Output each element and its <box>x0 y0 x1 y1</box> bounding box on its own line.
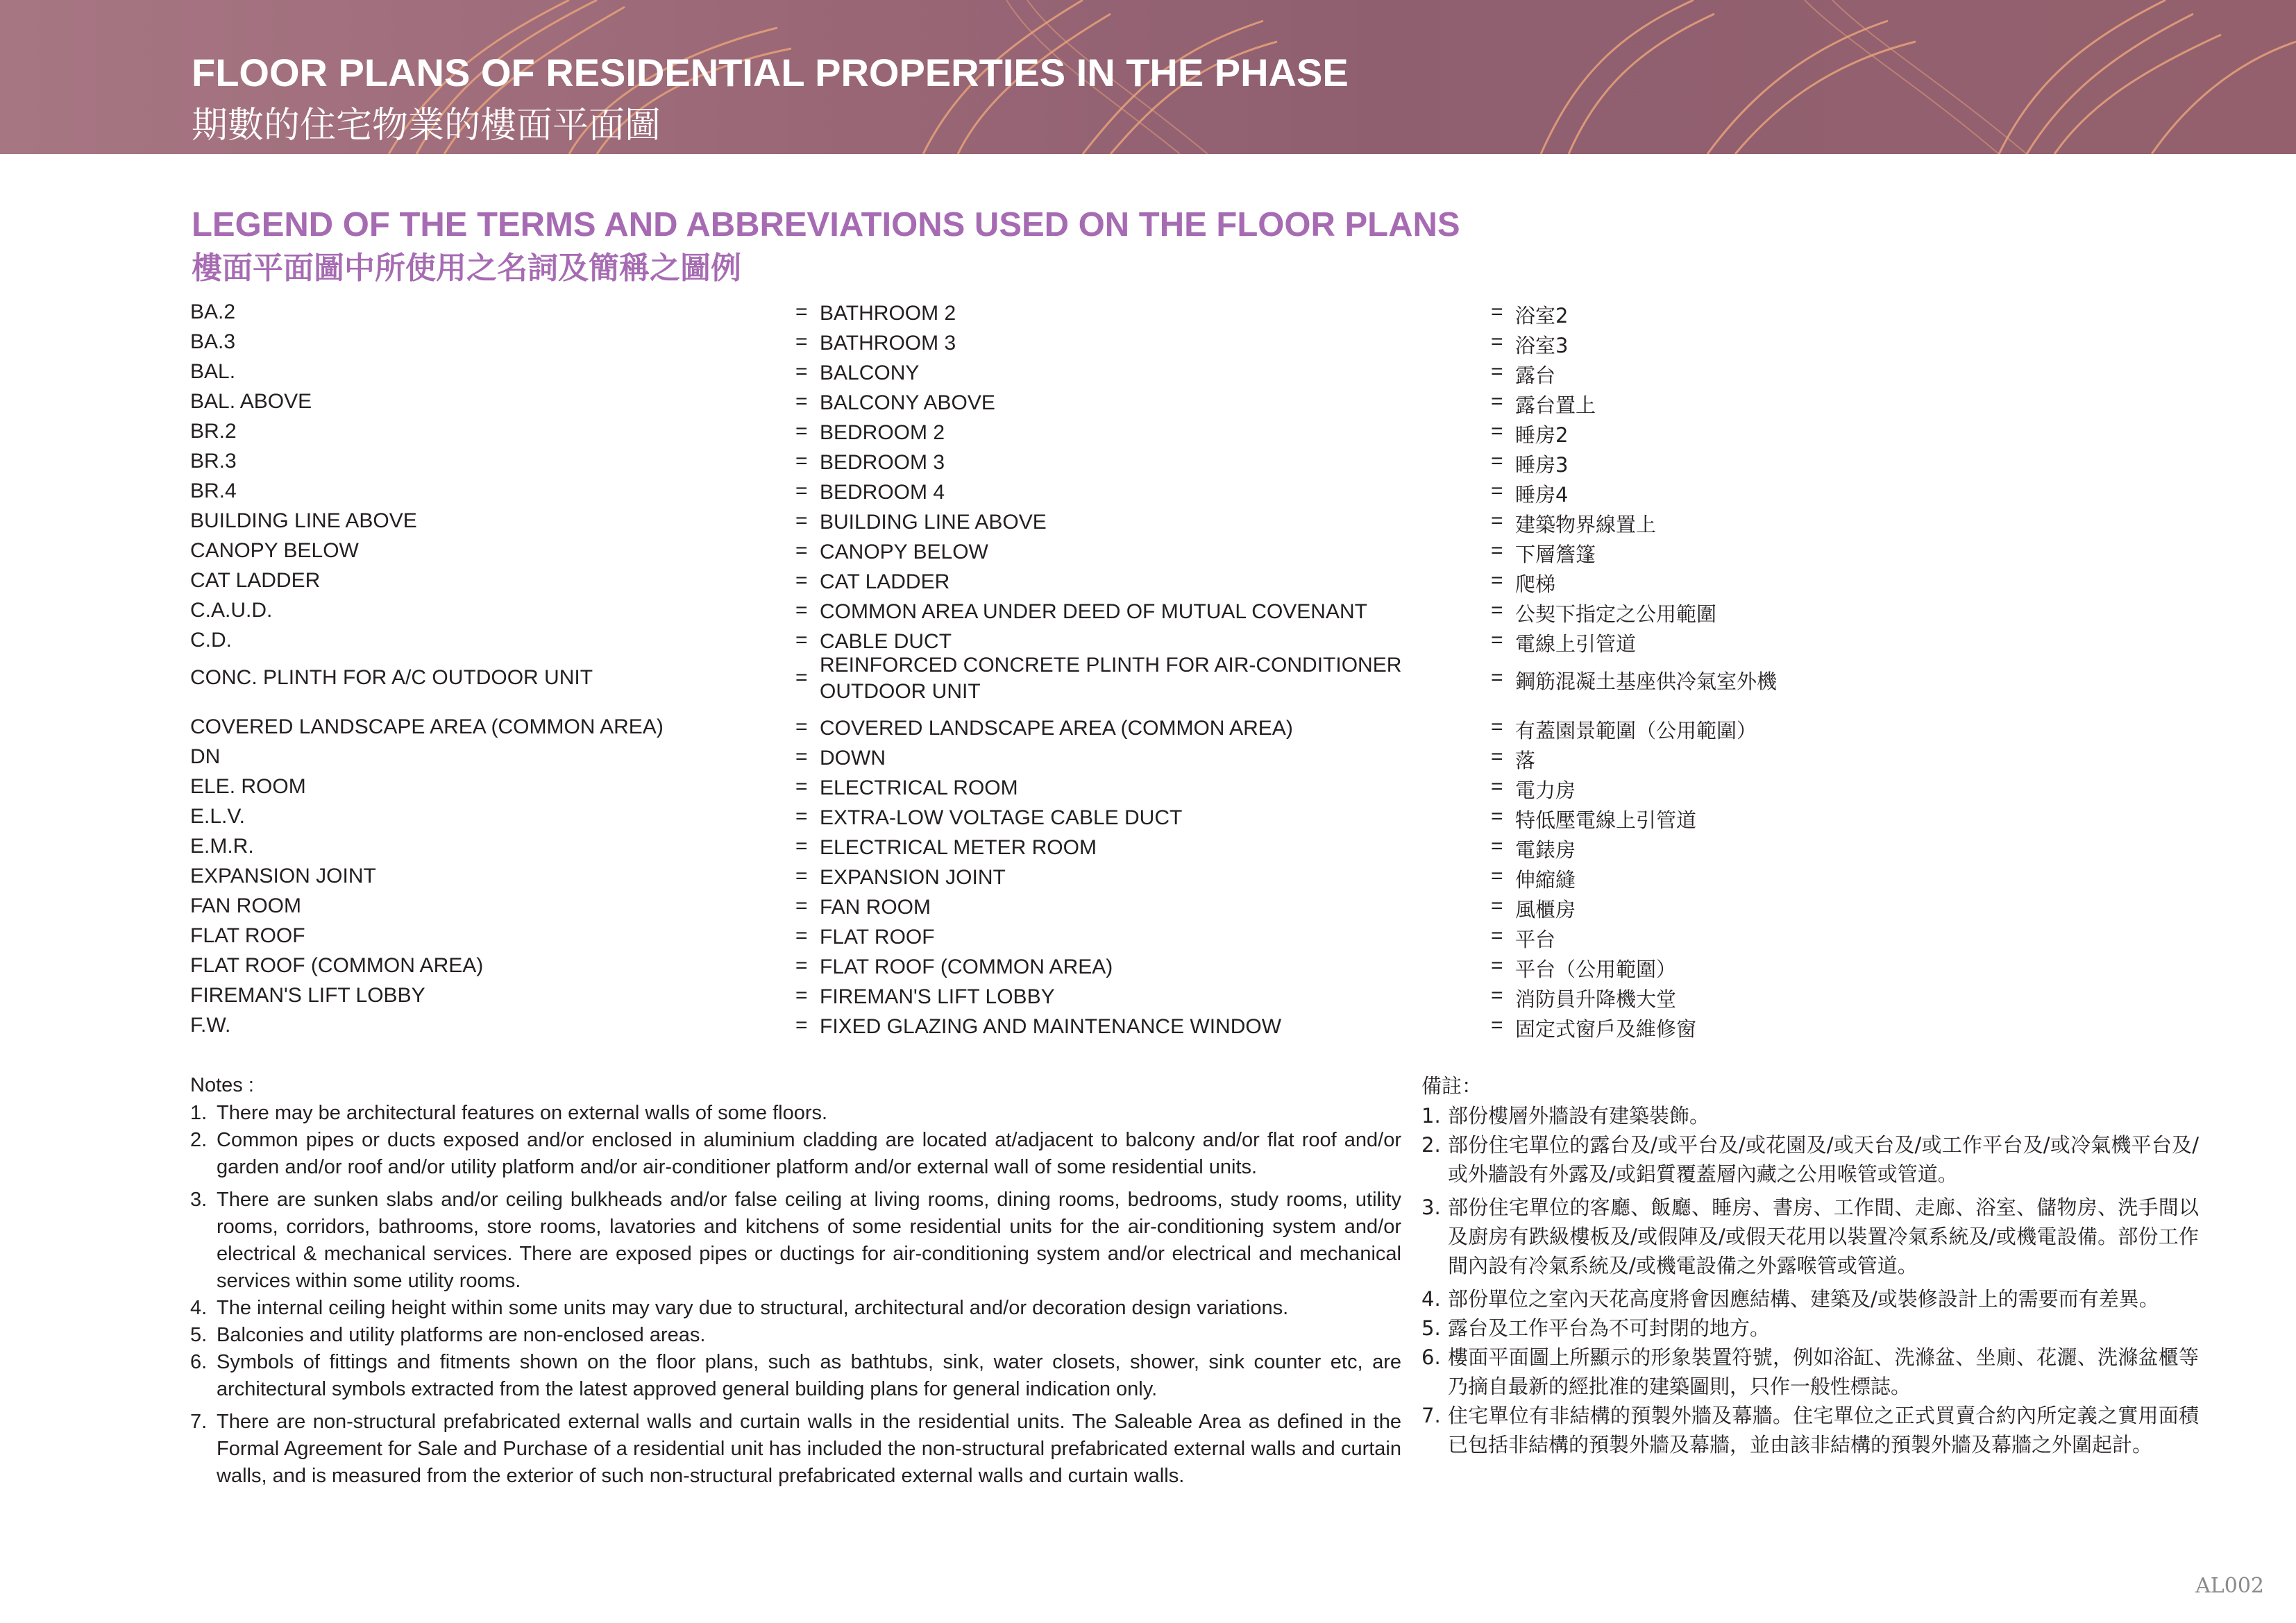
legend-equals-sign: = <box>1491 984 1503 1007</box>
legend-chinese-term: 電錶房 <box>1515 838 1576 862</box>
legend-equals-sign: = <box>795 666 808 689</box>
legend-chinese-term: 平台 <box>1515 928 1556 951</box>
header-banner <box>0 0 2296 154</box>
legend-equals-sign: = <box>795 300 808 323</box>
legend-title-en: LEGEND OF THE TERMS AND ABBREVIATIONS USED ON THE FLOOR PLANS <box>192 206 1460 244</box>
legend-english-term <box>820 775 1018 801</box>
note-item <box>190 1349 1401 1403</box>
notes-zh-heading: 備註： <box>1421 1074 1483 1098</box>
legend-chinese-term: 公契下指定之公用範圍 <box>1515 602 1717 626</box>
note-text: 住宅單位有非結構的預製外牆及幕牆。住宅單位之正式買賣合約內所定義之實用面積已包括非結構的預製外牆及幕牆，並由該非結構的預製外牆及幕牆之外圍起計。 <box>1448 1404 2199 1456</box>
note-item <box>1421 1193 2199 1280</box>
legend-chinese-term: 睡房2 <box>1515 423 1569 447</box>
legend-equals-sign: = <box>1491 835 1503 858</box>
note-number: 1. <box>190 1102 208 1124</box>
note-item <box>190 1409 1401 1490</box>
legend-english-term-line: EXTRA-LOW VOLTAGE CABLE DUCT <box>820 806 1183 829</box>
legend-abbreviation: BA.3 <box>190 330 236 353</box>
legend-equals-sign: = <box>1491 715 1503 738</box>
legend-english-term <box>820 835 1097 861</box>
legend-english-term <box>820 509 1047 536</box>
legend-english-term-line: FLAT ROOF (COMMON AREA) <box>820 955 1113 978</box>
note-item <box>1421 1314 2199 1343</box>
note-text: 部份住宅單位的露台及/或平台及/或花園及/或天台及/或工作平台及/或冷氣機平台及/或外牆設有外露及/或鋁質覆蓋層內藏之公用喉管或管道。 <box>1448 1133 2199 1186</box>
notes-zh-list <box>1421 1101 2199 1459</box>
page-number: AL002 <box>2195 1574 2264 1598</box>
legend-abbreviation: FLAT ROOF (COMMON AREA) <box>190 954 484 977</box>
legend-equals-sign: = <box>795 629 808 652</box>
legend-chinese-term: 露台置上 <box>1515 393 1596 417</box>
legend-chinese-term: 特低壓電線上引管道 <box>1515 808 1697 832</box>
legend-chinese-term: 鋼筋混凝土基座供冷氣室外機 <box>1515 670 1778 693</box>
legend-chinese-term: 睡房3 <box>1515 453 1569 477</box>
legend-english-term <box>820 984 1055 1010</box>
legend-equals-sign: = <box>795 450 808 473</box>
legend-abbreviation: F.W. <box>190 1014 231 1037</box>
note-text: 部份單位之室內天花高度將會因應結構、建築及/或裝修設計上的需要而有差異。 <box>1448 1287 2159 1311</box>
legend-english-term-line: REINFORCED CONCRETE PLINTH FOR AIR-CONDITIONER <box>820 654 1402 677</box>
legend-english-term-line: BATHROOM 3 <box>820 332 956 355</box>
legend-abbreviation: E.M.R. <box>190 835 254 858</box>
legend-english-term-line: FLAT ROOF <box>820 926 935 949</box>
legend-equals-sign: = <box>795 894 808 917</box>
note-item <box>190 1100 1401 1127</box>
legend-abbreviation: C.D. <box>190 629 232 652</box>
note-text: 露台及工作平台為不可封閉的地方。 <box>1448 1316 1771 1340</box>
legend-english-term <box>820 954 1113 980</box>
note-item <box>1421 1130 2199 1189</box>
legend-equals-sign: = <box>795 330 808 353</box>
legend-equals-sign: = <box>1491 954 1503 977</box>
legend-abbreviation: COVERED LANDSCAPE AREA (COMMON AREA) <box>190 715 664 738</box>
legend-chinese-term: 下層簷篷 <box>1515 543 1596 566</box>
legend-title-zh: 樓面平面圖中所使用之名詞及簡稱之圖例 <box>192 250 741 286</box>
legend-english-term <box>820 420 945 446</box>
legend-equals-sign: = <box>1491 865 1503 887</box>
legend-english-term-line: BEDROOM 2 <box>820 421 945 444</box>
legend-english-term <box>820 865 1006 891</box>
legend-english-term <box>820 715 1293 742</box>
page-title-zh: 期數的住宅物業的樓面平面圖 <box>192 105 661 146</box>
legend-equals-sign: = <box>1491 330 1503 353</box>
legend-equals-sign: = <box>795 954 808 977</box>
legend-chinese-term: 固定式窗戶及維修窗 <box>1515 1017 1697 1041</box>
legend-english-term <box>820 330 956 357</box>
notes-zh <box>1421 1071 2199 1459</box>
legend-english-term-line: FAN ROOM <box>820 896 931 919</box>
legend-equals-sign: = <box>795 509 808 532</box>
legend-equals-sign: = <box>795 805 808 828</box>
note-text: 部份樓層外牆設有建築裝飾。 <box>1448 1104 1710 1128</box>
note-text: The internal ceiling height within some units may vary due to structural, architectural and/or decoration design variations. <box>217 1297 1289 1319</box>
legend-chinese-term: 電力房 <box>1515 779 1576 802</box>
note-item <box>1421 1101 2199 1130</box>
legend-equals-sign: = <box>795 924 808 947</box>
legend-equals-sign: = <box>1491 569 1503 592</box>
note-number: 7. <box>1421 1404 1441 1427</box>
legend-english-term <box>820 745 886 772</box>
legend-chinese-term: 爬梯 <box>1515 572 1556 596</box>
legend-english-term-line: CABLE DUCT <box>820 630 952 653</box>
notes-en <box>190 1072 1401 1490</box>
note-number: 6. <box>1421 1345 1441 1369</box>
legend-abbreviation: BAL. ABOVE <box>190 390 312 413</box>
legend-equals-sign: = <box>795 479 808 502</box>
legend-english-term-line: BALCONY ABOVE <box>820 391 995 414</box>
legend-english-term <box>820 539 988 566</box>
notes-en-list <box>190 1100 1401 1490</box>
note-text: Common pipes or ducts exposed and/or enclosed in aluminium cladding are located at/adjacent to balcony and/or flat roof and/or garden and/or roof and/or utility platform and/or air-conditioner platform and/or external wall of some residential units. <box>217 1129 1401 1178</box>
legend-chinese-term: 露台 <box>1515 364 1556 387</box>
legend-english-term <box>820 599 1367 625</box>
legend-equals-sign: = <box>1491 509 1503 532</box>
legend-equals-sign: = <box>1491 894 1503 917</box>
legend-equals-sign: = <box>795 599 808 622</box>
legend-english-term-line: OUTDOOR UNIT <box>820 680 981 703</box>
note-item <box>1421 1284 2199 1314</box>
legend-equals-sign: = <box>795 360 808 383</box>
legend-equals-sign: = <box>1491 666 1503 689</box>
legend-english-term-line: BEDROOM 3 <box>820 451 945 474</box>
legend-english-term-line: CANOPY BELOW <box>820 541 988 563</box>
note-text: Balconies and utility platforms are non-enclosed areas. <box>217 1324 706 1346</box>
legend-chinese-term: 平台（公用範圍） <box>1515 958 1677 981</box>
legend-english-term <box>820 805 1182 831</box>
legend-abbreviation: CAT LADDER <box>190 569 321 592</box>
legend-equals-sign: = <box>1491 539 1503 562</box>
legend-chinese-term: 有蓋園景範圍（公用範圍） <box>1515 719 1757 742</box>
legend-equals-sign: = <box>795 984 808 1007</box>
note-item <box>190 1127 1401 1181</box>
legend-equals-sign: = <box>1491 924 1503 947</box>
note-text: There are non-structural prefabricated external walls and curtain walls in the residential units. The Saleable Area as defined in the Formal Agreement for Sale and Purchase of a residential unit has included the non-structural prefabricated external walls and curtain walls, and is measured from the exterior of such non-structural prefabricated external walls and curtain walls. <box>217 1411 1401 1487</box>
legend-chinese-term: 浴室3 <box>1515 334 1569 357</box>
legend-equals-sign: = <box>795 745 808 768</box>
legend-english-term-line: ELECTRICAL METER ROOM <box>820 836 1097 859</box>
legend-chinese-term: 睡房4 <box>1515 483 1569 507</box>
legend-chinese-term: 電線上引管道 <box>1515 632 1637 656</box>
legend-english-term <box>820 894 931 921</box>
legend-english-term <box>820 569 949 595</box>
note-text: 樓面平面圖上所顯示的形象裝置符號，例如浴缸、洗滌盆、坐廁、花灑、洗滌盆櫃等乃摘自最新的經批准的建築圖則，只作一般性標誌。 <box>1448 1345 2199 1398</box>
page-title-en: FLOOR PLANS OF RESIDENTIAL PROPERTIES IN THE PHASE <box>192 51 1349 94</box>
note-item <box>1421 1343 2199 1401</box>
note-item <box>190 1322 1401 1349</box>
note-number: 6. <box>190 1351 208 1373</box>
legend-english-term-line: ELECTRICAL ROOM <box>820 776 1018 799</box>
legend-abbreviation: BUILDING LINE ABOVE <box>190 509 417 532</box>
legend-abbreviation: FAN ROOM <box>190 894 302 917</box>
legend-equals-sign: = <box>795 835 808 858</box>
legend-english-term-line: BUILDING LINE ABOVE <box>820 511 1047 534</box>
legend-abbreviation: BA.2 <box>190 300 236 323</box>
note-number: 5. <box>190 1324 208 1346</box>
legend-english-term <box>820 300 956 327</box>
legend-english-term-line: DOWN <box>820 747 886 770</box>
legend-chinese-term: 風櫃房 <box>1515 898 1576 921</box>
legend-abbreviation: BAL. <box>190 360 236 383</box>
legend-english-term-line: BATHROOM 2 <box>820 302 956 325</box>
note-text: 部份住宅單位的客廳、飯廳、睡房、書房、工作間、走廊、浴室、儲物房、洗手間以及廚房有跌級樓板及/或假陣及/或假天花用以裝置冷氣系統及/或機電設備。部份工作間內設有冷氣系統及/或機電設備之外露喉管或管道。 <box>1448 1196 2199 1277</box>
legend-equals-sign: = <box>1491 390 1503 413</box>
legend-abbreviation: CANOPY BELOW <box>190 539 359 562</box>
legend-english-term <box>820 1014 1281 1040</box>
legend-equals-sign: = <box>795 775 808 798</box>
note-item <box>190 1187 1401 1295</box>
legend-abbreviation: BR.2 <box>190 420 237 443</box>
legend-chinese-term: 伸縮縫 <box>1515 868 1576 892</box>
legend-english-term <box>820 450 945 476</box>
legend-equals-sign: = <box>1491 629 1503 652</box>
legend-equals-sign: = <box>1491 479 1503 502</box>
legend-english-term-line: CAT LADDER <box>820 570 950 593</box>
legend-abbreviation: BR.4 <box>190 479 237 502</box>
notes-en-heading: Notes : <box>190 1074 254 1096</box>
legend-chinese-term: 落 <box>1515 749 1536 772</box>
legend-equals-sign: = <box>795 569 808 592</box>
legend-english-term <box>820 652 1401 705</box>
legend-abbreviation: ELE. ROOM <box>190 775 306 798</box>
legend-english-term-line: BALCONY <box>820 362 920 384</box>
legend-english-term-line: BEDROOM 4 <box>820 481 945 504</box>
legend-equals-sign: = <box>795 390 808 413</box>
legend-equals-sign: = <box>795 715 808 738</box>
note-number: 4. <box>190 1297 208 1319</box>
legend-equals-sign: = <box>1491 300 1503 323</box>
legend-equals-sign: = <box>1491 599 1503 622</box>
legend-equals-sign: = <box>1491 1014 1503 1037</box>
legend-abbreviation: FIREMAN'S LIFT LOBBY <box>190 984 425 1007</box>
note-number: 2. <box>1421 1133 1441 1157</box>
legend-english-term <box>820 390 995 416</box>
legend-abbreviation: DN <box>190 745 221 768</box>
legend-equals-sign: = <box>1491 360 1503 383</box>
legend-abbreviation: FLAT ROOF <box>190 924 305 947</box>
note-number: 7. <box>190 1411 208 1433</box>
note-number: 1. <box>1421 1104 1441 1128</box>
legend-english-term <box>820 360 919 386</box>
note-text: There may be architectural features on external walls of some floors. <box>217 1102 828 1124</box>
legend-equals-sign: = <box>795 865 808 887</box>
legend-abbreviation: EXPANSION JOINT <box>190 865 376 887</box>
legend-equals-sign: = <box>795 420 808 443</box>
legend-english-term-line: COVERED LANDSCAPE AREA (COMMON AREA) <box>820 717 1293 740</box>
legend-chinese-term: 建築物界線置上 <box>1515 513 1657 536</box>
legend-english-term-line: FIREMAN'S LIFT LOBBY <box>820 985 1055 1008</box>
note-text: Symbols of fittings and fitments shown on the floor plans, such as bathtubs, sink, water closets, shower, sink counter etc, are architectural symbols extracted from the latest approved general building plans for general indication only. <box>217 1351 1401 1400</box>
note-number: 5. <box>1421 1316 1441 1340</box>
legend-equals-sign: = <box>1491 420 1503 443</box>
note-text: There are sunken slabs and/or ceiling bulkheads and/or false ceiling at living rooms, dining rooms, bedrooms, study rooms, utility rooms, corridors, bathrooms, store rooms, lavatories and kitchens of some residential units for the air-conditioning system and/or electrical & mechanical services. There are exposed pipes or ductings for air-conditioning system and/or electrical and mechanical services within some utility rooms. <box>217 1189 1401 1292</box>
legend-english-term-line: EXPANSION JOINT <box>820 866 1006 889</box>
legend-equals-sign: = <box>1491 805 1503 828</box>
legend-equals-sign: = <box>1491 450 1503 473</box>
legend-chinese-term: 消防員升降機大堂 <box>1515 987 1677 1011</box>
legend-chinese-term: 浴室2 <box>1515 304 1569 328</box>
note-item <box>1421 1401 2199 1459</box>
legend-abbreviation: CONC. PLINTH FOR A/C OUTDOOR UNIT <box>190 666 593 689</box>
note-number: 2. <box>190 1129 208 1151</box>
legend-english-term-line: FIXED GLAZING AND MAINTENANCE WINDOW <box>820 1015 1282 1038</box>
legend-equals-sign: = <box>795 1014 808 1037</box>
legend-abbreviation: C.A.U.D. <box>190 599 273 622</box>
note-item <box>190 1295 1401 1322</box>
legend-equals-sign: = <box>795 539 808 562</box>
note-number: 4. <box>1421 1287 1441 1311</box>
legend-equals-sign: = <box>1491 745 1503 768</box>
note-number: 3. <box>190 1189 208 1211</box>
legend-abbreviation: BR.3 <box>190 450 237 473</box>
note-number: 3. <box>1421 1196 1441 1219</box>
legend-english-term <box>820 629 952 655</box>
legend-abbreviation: E.L.V. <box>190 805 245 828</box>
legend-english-term-line: COMMON AREA UNDER DEED OF MUTUAL COVENANT <box>820 600 1367 623</box>
legend-english-term <box>820 479 945 506</box>
legend-english-term <box>820 924 935 951</box>
legend-equals-sign: = <box>1491 775 1503 798</box>
